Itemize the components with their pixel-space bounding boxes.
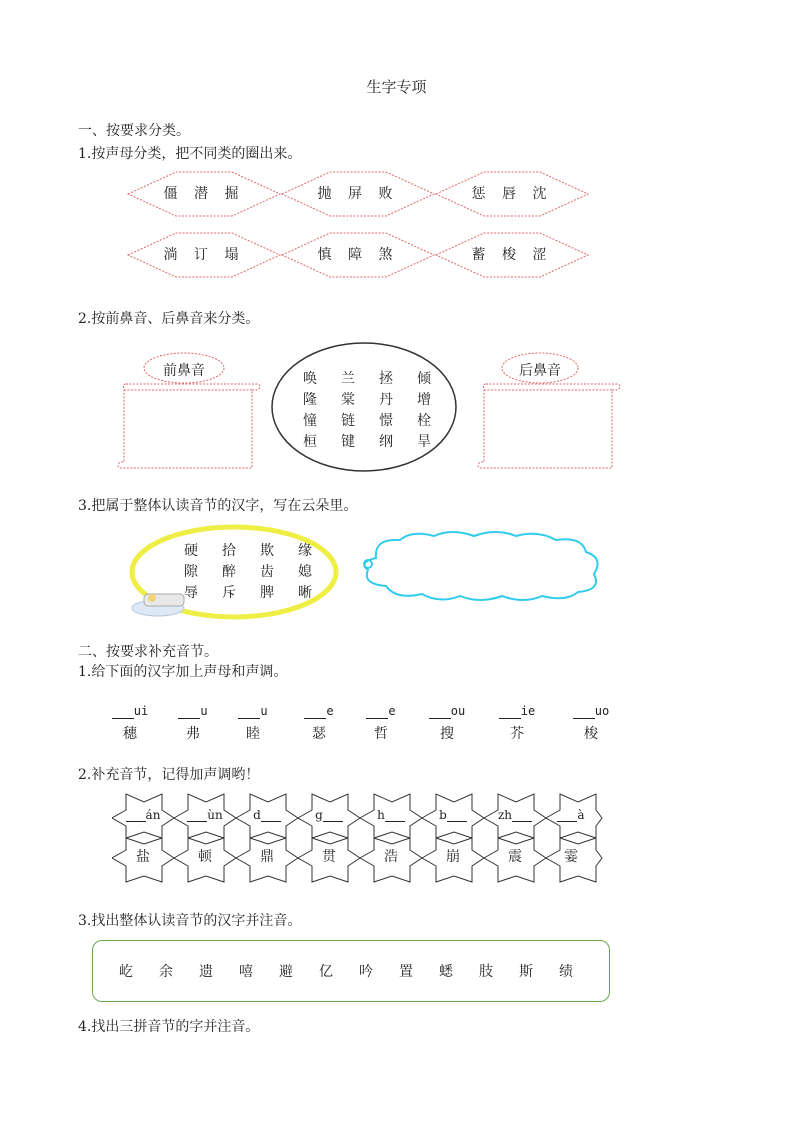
diamond-text: 惩 唇 沈 <box>471 186 553 202</box>
syllable-star[interactable] <box>540 792 602 865</box>
syllable-part: à <box>577 808 585 822</box>
answer-blank[interactable] <box>499 706 521 719</box>
q3-label: 3.把属于整体认读音节的汉字，写在云朵里。 <box>78 498 358 514</box>
final: ou <box>450 704 466 718</box>
char[interactable]: 绩 <box>559 964 573 980</box>
syllable-star[interactable] <box>422 792 484 865</box>
char[interactable]: 吟 <box>359 964 373 980</box>
nasal-char-grid <box>291 369 443 453</box>
diamond-group[interactable] <box>434 170 590 218</box>
pinyin-item[interactable] <box>412 703 482 743</box>
hanzi: 哲 <box>374 726 388 742</box>
char: 键 <box>341 434 355 450</box>
diamond-text: 蓄 梭 涩 <box>471 247 553 263</box>
char: 硬 <box>184 543 198 559</box>
char: 媳 <box>298 564 312 580</box>
char: 拯 <box>379 371 393 387</box>
syllable-part: b <box>439 808 447 822</box>
final: uo <box>594 704 610 718</box>
char: 丹 <box>379 392 393 408</box>
hanzi: 贯 <box>322 849 336 865</box>
char[interactable]: 余 <box>159 964 173 980</box>
char: 辱 <box>184 585 198 601</box>
hanzi: 穗 <box>123 726 137 742</box>
answer-blank[interactable] <box>447 810 467 822</box>
char: 棠 <box>341 392 355 408</box>
hanzi: 睦 <box>246 726 260 742</box>
char: 晰 <box>298 585 312 601</box>
char: 纲 <box>379 434 393 450</box>
front-nasal-label: 前鼻音 <box>163 363 205 379</box>
s2-q2-label: 2.补充音节，记得加声调哟！ <box>78 767 260 783</box>
char[interactable]: 肢 <box>479 964 493 980</box>
char: 脾 <box>260 585 274 601</box>
char: 憧 <box>303 413 317 429</box>
answer-blank[interactable] <box>429 706 451 719</box>
pinyin-item[interactable] <box>482 703 552 743</box>
answer-blank[interactable] <box>261 810 281 822</box>
pinyin-item[interactable] <box>95 703 165 743</box>
hanzi: 芥 <box>510 726 524 742</box>
diamond-group[interactable] <box>280 170 436 218</box>
diamond-text: 僵 潜 掘 <box>163 186 245 202</box>
answer-blank[interactable] <box>385 810 405 822</box>
char: 憬 <box>379 413 393 429</box>
syllable-star[interactable] <box>112 792 174 865</box>
whole-syllable-box <box>92 940 610 1002</box>
syllable-part: zh <box>497 808 513 822</box>
char: 斥 <box>222 585 236 601</box>
hanzi: 瑟 <box>312 726 326 742</box>
answer-blank[interactable] <box>366 706 388 719</box>
char: 齿 <box>260 564 274 580</box>
diamond-group[interactable] <box>434 231 590 279</box>
section1-heading: 一、按要求分类。 <box>78 123 190 139</box>
char: 链 <box>341 413 355 429</box>
final: e <box>326 704 334 718</box>
answer-blank[interactable] <box>573 706 595 719</box>
char[interactable]: 嘻 <box>239 964 253 980</box>
char[interactable]: 避 <box>279 964 293 980</box>
back-nasal-label: 后鼻音 <box>519 363 561 379</box>
whole-syllable-char-grid <box>172 541 324 604</box>
char: 隆 <box>303 392 317 408</box>
char: 醉 <box>222 564 236 580</box>
diamond-group[interactable] <box>126 170 282 218</box>
char[interactable]: 屹 <box>119 964 133 980</box>
s2-q3-label: 3.找出整体认读音节的汉字并注音。 <box>78 913 302 929</box>
char: 旱 <box>417 434 431 450</box>
s2-q1-label: 1.给下面的汉字加上声母和声调。 <box>78 664 288 680</box>
char: 拾 <box>222 543 236 559</box>
pinyin-item[interactable] <box>218 703 288 743</box>
syllable-star[interactable] <box>298 792 360 865</box>
hanzi: 弗 <box>186 726 200 742</box>
final: e <box>388 704 396 718</box>
diamond-group[interactable] <box>126 231 282 279</box>
section2-heading: 二、按要求补充音节。 <box>78 644 218 660</box>
char[interactable]: 遗 <box>199 964 213 980</box>
final: u <box>200 704 208 718</box>
answer-blank[interactable] <box>238 706 260 719</box>
char: 倾 <box>417 371 431 387</box>
diamond-group[interactable] <box>280 231 436 279</box>
char[interactable]: 置 <box>399 964 413 980</box>
hanzi: 震 <box>508 849 522 865</box>
syllable-part: ùn <box>207 808 223 822</box>
q2-label: 2.按前鼻音、后鼻音来分类。 <box>78 311 260 327</box>
syllable-part: án <box>145 808 161 822</box>
final: ie <box>520 704 536 718</box>
diamond-text: 慎 障 煞 <box>317 247 399 263</box>
hanzi: 鼎 <box>260 849 274 865</box>
syllable-part: h <box>377 808 385 822</box>
q1-label: 1.按声母分类，把不同类的圈出来。 <box>78 146 302 162</box>
char: 隙 <box>184 564 198 580</box>
diamond-text: 抛 屏 败 <box>317 186 399 202</box>
pinyin-item[interactable] <box>556 703 626 743</box>
answer-blank[interactable] <box>557 810 577 822</box>
answer-blank[interactable] <box>323 810 343 822</box>
hanzi: 盐 <box>136 849 150 865</box>
char[interactable]: 亿 <box>319 964 333 980</box>
answer-blank[interactable] <box>304 706 326 719</box>
char: 唤 <box>303 371 317 387</box>
char: 栓 <box>417 413 431 429</box>
syllable-star[interactable] <box>360 792 422 865</box>
answer-blank[interactable] <box>126 810 146 822</box>
char[interactable]: 蟋 <box>439 964 453 980</box>
hanzi: 崩 <box>446 849 460 865</box>
syllable-part: d <box>253 808 261 822</box>
page-title: 生字专项 <box>366 78 427 96</box>
char: 桓 <box>303 434 317 450</box>
pinyin-item[interactable] <box>284 703 354 743</box>
hanzi: 浩 <box>384 849 398 865</box>
final: ui <box>133 704 149 718</box>
char: 兰 <box>341 371 355 387</box>
answer-blank[interactable] <box>512 810 532 822</box>
char: 欺 <box>260 543 274 559</box>
answer-blank[interactable] <box>178 706 200 719</box>
answer-blank[interactable] <box>112 706 134 719</box>
answer-blank[interactable] <box>187 810 207 822</box>
answer-cloud[interactable] <box>356 528 608 604</box>
s2-q4-label: 4.找出三拼音节的字并注音。 <box>78 1019 260 1035</box>
syllable-part: g <box>315 808 323 822</box>
char: 增 <box>417 392 431 408</box>
pinyin-item[interactable] <box>346 703 416 743</box>
hanzi: 搜 <box>440 726 454 742</box>
syllable-star[interactable] <box>174 792 236 865</box>
hanzi: 霎 <box>564 849 578 865</box>
hanzi: 梭 <box>584 726 598 742</box>
syllable-star[interactable] <box>236 792 298 865</box>
char: 缘 <box>298 543 312 559</box>
final: u <box>260 704 268 718</box>
syllable-star[interactable] <box>484 792 546 865</box>
diamond-text: 淌 订 塌 <box>163 247 245 263</box>
hanzi: 顿 <box>198 849 212 865</box>
char[interactable]: 斯 <box>519 964 533 980</box>
